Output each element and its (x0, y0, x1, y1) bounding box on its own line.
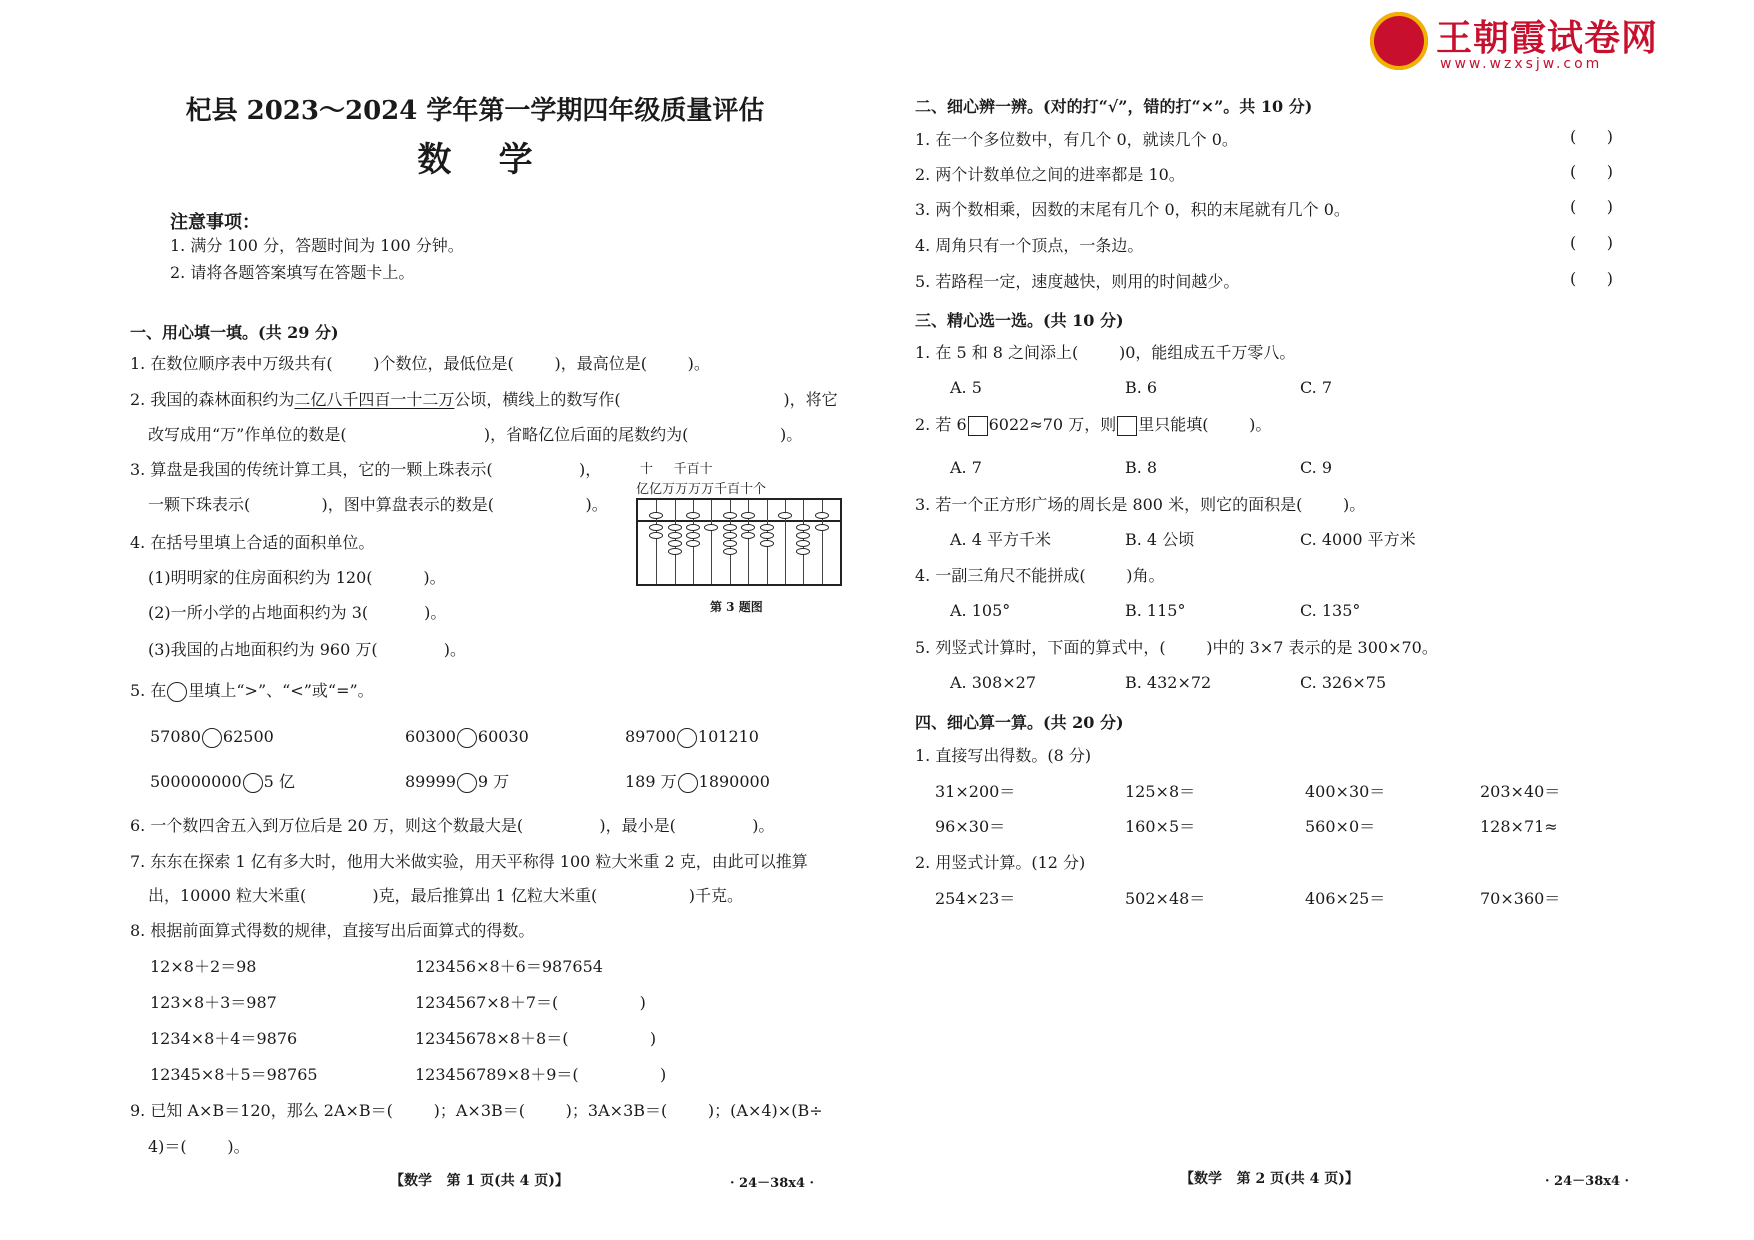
abacus-bead (796, 532, 810, 539)
compare-right: 62500 (222, 727, 274, 746)
mc-option[interactable]: B. 6 (1125, 378, 1158, 397)
question-5-text: 5. 在 (130, 681, 167, 700)
abacus-beam (638, 520, 840, 522)
pattern-right: 12345678×8＋8＝( ) (415, 1029, 657, 1048)
compare-right: 5 亿 (263, 772, 295, 791)
abacus-bead (668, 540, 682, 547)
question-4-2: (2)一所小学的占地面积约为 3( )。 (148, 603, 447, 622)
logo-name: 王朝霞试卷网 (1436, 18, 1659, 59)
section-4-heading: 四、细心算一算。(共 20 分) (915, 713, 1124, 732)
compare-left: 89700 (625, 727, 676, 746)
compare-item (150, 772, 295, 793)
tf-item: 5. 若路程一定，速度越快，则用的时间越少。 (915, 272, 1240, 291)
abacus-bead (668, 524, 682, 531)
mc-option[interactable]: A. 4 平方千米 (950, 530, 1051, 549)
tf-item: 2. 两个计数单位之间的进率都是 10。 (915, 165, 1185, 184)
compare-left: 57080 (150, 727, 201, 746)
compare-right: 9 万 (477, 772, 510, 791)
compare-item (405, 727, 529, 748)
compare-left: 500000000 (150, 772, 242, 791)
calc-item: 203×40＝ (1480, 782, 1561, 801)
question-1: 1. 在数位顺序表中万级共有( )个数位，最低位是( )，最高位是( )。 (130, 354, 710, 373)
abacus-bead (796, 548, 810, 555)
mc-option[interactable]: B. 115° (1125, 601, 1186, 620)
compare-right: 1890000 (698, 772, 770, 791)
compare-right: 60030 (477, 727, 529, 746)
question-4-1: (1)明明家的住房面积约为 120( )。 (148, 568, 446, 587)
logo-url: www.wzxsjw.com (1440, 56, 1603, 72)
calc-item: 400×30＝ (1305, 782, 1386, 801)
subject-title: 数 学 (417, 140, 533, 180)
question-7: 7. 东东在探索 1 亿有多大时，他用大米做实验，用天平称得 100 粒大米重 2 克，由此可以推算 (130, 852, 808, 871)
calc-item: 125×8＝ (1125, 782, 1196, 801)
mc-option[interactable]: C. 326×75 (1300, 673, 1387, 692)
site-logo (1370, 10, 1690, 76)
pattern-right: 123456789×8＋9＝( ) (415, 1065, 667, 1084)
abacus-bead (668, 548, 682, 555)
abacus-bead (760, 524, 774, 531)
compare-item (625, 727, 759, 748)
compare-left: 60300 (405, 727, 456, 746)
question-8: 8. 根据前面算式得数的规律，直接写出后面算式的得数。 (130, 921, 535, 940)
mc-question-2-text-c: 里只能填( )。 (1138, 415, 1272, 434)
mc-option[interactable]: A. 308×27 (950, 673, 1037, 692)
mc-question-4: 4. 一副三角尺不能拼成( )角。 (915, 566, 1165, 585)
calc-item: 70×360＝ (1480, 889, 1561, 908)
compare-item (405, 772, 509, 793)
question-4-3: (3)我国的占地面积约为 960 万( )。 (148, 640, 466, 659)
section-2-heading: 二、细心辨一辨。(对的打“√”，错的打“×”。共 10 分) (915, 97, 1313, 116)
pattern-right: 123456×8＋6＝987654 (415, 957, 603, 976)
abacus-bead (815, 524, 829, 531)
circle-blank[interactable] (202, 728, 222, 748)
abacus-bead (760, 532, 774, 539)
circle-blank[interactable] (457, 773, 477, 793)
seal-icon (1370, 12, 1428, 70)
mc-option[interactable]: C. 7 (1300, 378, 1333, 397)
mc-question-5: 5. 列竖式计算时，下面的算式中，( )中的 3×7 表示的是 300×70。 (915, 638, 1438, 657)
abacus-bead (686, 524, 700, 531)
circle-blank[interactable] (243, 773, 263, 793)
abacus-figure (636, 498, 842, 586)
mc-option[interactable]: B. 432×72 (1125, 673, 1212, 692)
compare-left: 189 万 (625, 772, 677, 791)
abacus-bead (778, 512, 792, 519)
mc-option[interactable]: B. 8 (1125, 458, 1158, 477)
question-2-text: 2. 我国的森林面积约为 (130, 390, 295, 409)
mc-question-2-text-b: 6022≈70 万，则 (988, 415, 1117, 434)
tf-answer-box[interactable]: ( ) (1570, 233, 1613, 252)
tf-item: 3. 两个数相乘，因数的末尾有几个 0，积的末尾就有几个 0。 (915, 200, 1350, 219)
pattern-right: 1234567×8＋7＝( ) (415, 993, 646, 1012)
question-9: 9. 已知 A×B＝120，那么 2A×B＝( )；A×3B＝( )；3A×3B＝( )；(A×4)×(B÷ (130, 1101, 823, 1120)
question-5 (130, 681, 374, 702)
abacus-caption: 第 3 题图 (710, 600, 763, 614)
abacus-bead (723, 540, 737, 547)
mc-option[interactable]: C. 9 (1300, 458, 1333, 477)
mc-option[interactable]: A. 5 (950, 378, 982, 397)
abacus-bead (815, 512, 829, 519)
abacus-bead (686, 532, 700, 539)
page-2-footer: 【数学 第 2 页(共 4 页)】 (1180, 1171, 1359, 1187)
pattern-left: 12×8＋2＝98 (150, 957, 257, 976)
calc-item: 96×30＝ (935, 817, 1006, 836)
abacus-bead (649, 532, 663, 539)
question-6: 6. 一个数四舍五入到万位后是 20 万，则这个数最大是( )，最小是( )。 (130, 816, 775, 835)
tf-item: 1. 在一个多位数中，有几个 0，就读几个 0。 (915, 130, 1238, 149)
abacus-bead (723, 532, 737, 539)
question-5-text-b: 里填上“>”、“<”或“=”。 (188, 681, 374, 700)
abacus-top-labels: 十 千百十 (640, 462, 713, 477)
tf-answer-box[interactable]: ( ) (1570, 269, 1613, 288)
calc-part-2: 2. 用竖式计算。(12 分) (915, 853, 1086, 872)
question-3: 3. 算盘是我国的传统计算工具，它的一颗上珠表示( )， (130, 460, 602, 479)
abacus-bead (704, 524, 718, 531)
abacus-bead (796, 540, 810, 547)
abacus-bead (741, 532, 755, 539)
exam-title: 杞县 2023～2024 学年第一学期四年级质量评估 (185, 96, 765, 126)
abacus-bead (760, 540, 774, 547)
square-blank (1117, 416, 1137, 436)
square-blank (968, 416, 988, 436)
mc-question-1: 1. 在 5 和 8 之间添上( )0，能组成五千万零八。 (915, 343, 1296, 362)
question-7-line-2: 出，10000 粒大米重( )克，最后推算出 1 亿粒大米重( )千克。 (148, 886, 743, 905)
calc-item: 160×5＝ (1125, 817, 1196, 836)
page-2-code: · 24－38x4 · (1545, 1174, 1630, 1189)
calc-item: 254×23＝ (935, 889, 1016, 908)
section-3-heading: 三、精心选一选。(共 10 分) (915, 311, 1124, 330)
tf-item: 4. 周角只有一个顶点，一条边。 (915, 236, 1144, 255)
section-1-heading: 一、用心填一填。(共 29 分) (130, 323, 339, 342)
tf-answer-box[interactable]: ( ) (1570, 127, 1613, 146)
tf-answer-box[interactable]: ( ) (1570, 162, 1613, 181)
page-1-code: · 24－38x4 · (730, 1176, 815, 1191)
question-3-line-2: 一颗下珠表示( )，图中算盘表示的数是( )。 (148, 495, 608, 514)
abacus-bead (741, 512, 755, 519)
mc-option[interactable]: C. 135° (1300, 601, 1361, 620)
calc-item: 502×48＝ (1125, 889, 1206, 908)
mc-option[interactable]: A. 7 (950, 458, 982, 477)
abacus-bead (686, 512, 700, 519)
pattern-left: 1234×8＋4＝9876 (150, 1029, 298, 1048)
mc-question-3: 3. 若一个正方形广场的周长是 800 米，则它的面积是( )。 (915, 495, 1366, 514)
notice-item: 2. 请将各题答案填写在答题卡上。 (170, 263, 415, 282)
mc-question-2-text: 2. 若 6 (915, 415, 967, 434)
calc-item: 406×25＝ (1305, 889, 1386, 908)
abacus-bead (649, 512, 663, 519)
question-2-underlined: 二亿八千四百一十二万 (294, 390, 455, 409)
question-4: 4. 在括号里填上合适的面积单位。 (130, 533, 375, 552)
mc-question-2 (915, 415, 1271, 436)
compare-right: 101210 (697, 727, 759, 746)
abacus-bead (723, 548, 737, 555)
abacus-bead (723, 524, 737, 531)
mc-option[interactable]: B. 4 公顷 (1125, 530, 1195, 549)
circle-blank[interactable] (678, 773, 698, 793)
abacus-bead (686, 540, 700, 547)
calc-item: 560×0＝ (1305, 817, 1376, 836)
question-2 (130, 390, 838, 410)
compare-left: 89999 (405, 772, 456, 791)
mc-option[interactable]: A. 105° (950, 601, 1011, 620)
question-2-line-2: 改写成用“万”作单位的数是( )，省略亿位后面的尾数约为( )。 (148, 425, 803, 444)
abacus-bead (723, 512, 737, 519)
calc-item: 128×71≈ (1480, 817, 1558, 836)
calc-item: 31×200＝ (935, 782, 1016, 801)
question-2-text-b: 公顷，横线上的数写作( )，将它 (454, 390, 838, 409)
circle-blank (167, 682, 187, 702)
circle-blank[interactable] (677, 728, 697, 748)
abacus-bead (649, 524, 663, 531)
notice-heading: 注意事项： (170, 212, 260, 233)
compare-item (150, 727, 274, 748)
abacus-bead (668, 532, 682, 539)
question-9-line-2: 4)＝( )。 (148, 1137, 250, 1156)
compare-item (625, 772, 770, 793)
abacus-bead (796, 524, 810, 531)
abacus-labels: 亿亿万万万万千百十个 (636, 482, 767, 497)
page-1-footer: 【数学 第 1 页(共 4 页)】 (390, 1173, 569, 1189)
mc-option[interactable]: C. 4000 平方米 (1300, 530, 1416, 549)
pattern-left: 123×8＋3＝987 (150, 993, 277, 1012)
notice-item: 1. 满分 100 分，答题时间为 100 分钟。 (170, 236, 464, 255)
circle-blank[interactable] (457, 728, 477, 748)
abacus-bead (741, 524, 755, 531)
tf-answer-box[interactable]: ( ) (1570, 197, 1613, 216)
calc-part-1: 1. 直接写出得数。(8 分) (915, 746, 1092, 765)
pattern-left: 12345×8＋5＝98765 (150, 1065, 318, 1084)
abacus-rod (711, 500, 712, 584)
